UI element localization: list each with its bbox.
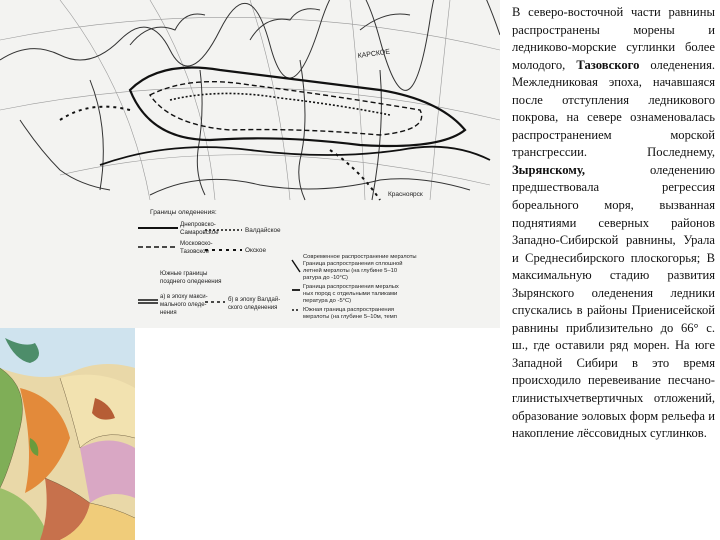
glaciation-map [0,0,500,328]
map-legend [135,203,500,328]
legend-epoch-b-1: б) в эпоху Валдай- [228,297,281,303]
legend-south-1: Южные границы [160,270,208,277]
place-karskoe: КАРСКОЕ [357,48,391,60]
legend-epoch-a-3: нения [160,310,177,316]
legend-oka: Окское [245,247,267,254]
text-part-3: оледенению предшествовала регрессия бореального моря, вызванная поднятиями северных районов Западно-Сибирской равнины, Урала и Среднесибирского плоскогорья; В максимальную стадию развития Зырянского оледенения ледники спускались в районы Приенисейской равнины приблизительно до 66° с. ш., где оставили ряд морен. На юге Западной Сибири в это время происходило перевеивание песчано-глинистыхчетвертичных отложений, образование эоловых форм рельефа и накопление лёссовидных суглинков. [512,162,715,441]
legend-permafrost-8: Южная граница распространения [303,307,395,313]
legend-permafrost-4: ратура до -10°С) [303,275,348,281]
legend-permafrost-3: летней мерзлоты (на глубине 5–10 [303,268,398,274]
legend-epoch-a-2: мального оледе- [160,302,207,308]
legend-moscow-1: Московско- [180,240,213,247]
legend-moscow-2: Тазовское [180,248,210,255]
legend-title: Границы оледенения: [150,209,217,216]
legend-valdai: Валдайское [245,227,281,234]
legend-permafrost-1: Современное распространение мерзлоты [303,254,417,260]
legend-epoch-b-2: ского оледенения [228,305,278,311]
place-krasnoyarsk: Красноярск [388,191,423,198]
legend-permafrost-2: Граница распространения сплошной [303,261,403,267]
geological-map [0,328,135,540]
zyryan-glaciation-term: Зырянскому, [512,162,586,177]
legend-permafrost-7: пература до -5°С) [303,298,352,304]
body-text [512,4,715,443]
legend-dnieper-1: Днепровско- [180,221,216,228]
legend-permafrost-6: ных пород с отдельными таликами [303,291,398,297]
legend-epoch-a-1: а) в эпоху макси- [160,294,208,300]
legend-south-2: позднего оледенения [160,278,222,285]
legend-permafrost-5: Граница распространения мерзлых [303,284,399,290]
taz-glaciation-term: Тазовского [576,57,640,72]
text-part-2: оледенения. Межледниковая эпоха, начавшаяся после отступления ледникового покрова, на севере ознаменовалась распространением морской трансгрессии. Последнему, [512,57,716,160]
legend-permafrost-9: мерзлоты (на глубине 5–10м, темп [303,314,397,320]
text-part-1: В северо-восточной части равнины распространены морены и ледниково-морские суглинки более молодого, [512,5,715,72]
legend-dnieper-2: Самаровское [180,229,219,236]
